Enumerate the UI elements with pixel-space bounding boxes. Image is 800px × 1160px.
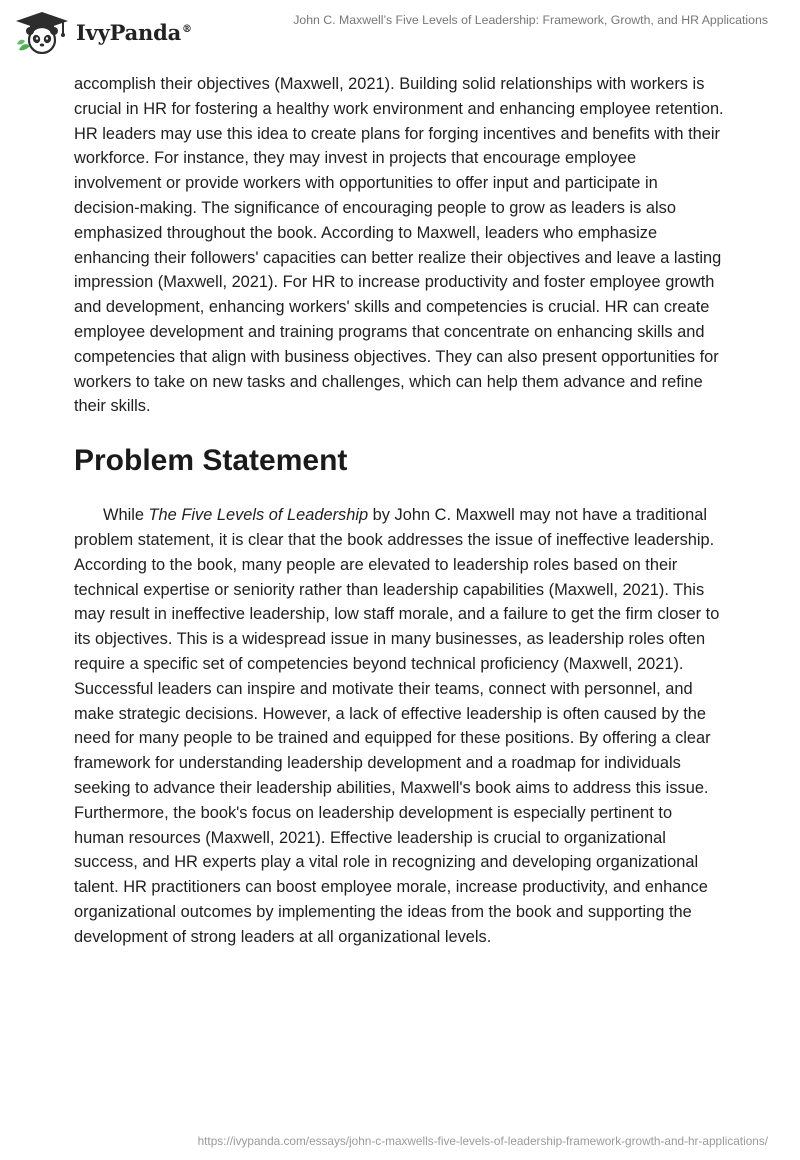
registered-mark: ® [182,23,192,35]
page-header [0,0,800,62]
logo-wordmark: IvyPanda® [76,19,192,45]
essay-content [74,72,726,950]
section-heading: Problem Statement [74,444,348,478]
paragraph-rest: by John C. Maxwell may not have a traditional problem statement, it is clear that the book addresses the issue of ineffective leadership. According to the book, many people are elevated to leadership roles based on their technical expertise or seniority rather than leadership capabilities (Maxwell, 2021). This may result in ineffective leadership, low staff morale, and a failure to get the firm closer to its objectives. This is a widespread issue in many businesses, as leadership roles often require a specific set of competencies beyond technical proficiency (Maxwell, 2021). Successful leaders can inspire and motivate their teams, connect with personnel, and make strategic decisions. However, a lack of effective leadership is often caused by the need for many people to be trained and equipped for these positions. By offering a clear framework for understanding leadership development and a roadmap for individuals seeking to advance their leadership abilities, Maxwell's book aims to address this issue. Furthermore, the book's focus on leadership development is especially pertinent to human resources (Maxwell, 2021). Effective leadership is crucial to organizational success, and HR experts play a vital role in recognizing and developing organizational talent. HR practitioners can boost employee morale, increase productivity, and enhance organizational outcomes by implementing the ideas from the book and supporting the development of strong leaders at all organizational levels. [74,506,720,946]
paragraph-lead: While [103,506,149,525]
book-title: The Five Levels of Leadership [148,506,369,525]
body-paragraph-1: accomplish their objectives (Maxwell, 2021). Building solid relationships with workers is crucial in HR for fostering a healthy work environment and enhancing employee retention. HR leaders may use this idea to create plans for forging incentives and benefits with their workforce. For instance, they may invest in projects that encourage employee involvement or provide workers with opportunities to offer input and participate in decision-making. The significance of encouraging people to grow as leaders is also emphasized throughout the book. According to Maxwell, leaders who emphasize enhancing their followers' capacities can better realize their objectives and leave a lasting impression (Maxwell, 2021). For HR to increase productivity and foster employee growth and development, enhancing workers' skills and competencies is crucial. HR can create employee development and training programs that concentrate on enhancing skills and competencies that align with business objectives. They can also present opportunities for workers to take on new tasks and challenges, which can help them advance and refine their skills. [74,75,724,416]
source-url[interactable]: https://ivypanda.com/essays/john-c-maxwells-five-levels-of-leadership-framework-growth-and-hr-applications/ [197,1134,768,1148]
document-title: John C. Maxwell’s Five Levels of Leadership: Framework, Growth, and HR Applications [293,13,768,27]
ivypanda-logo[interactable] [14,10,192,54]
body-paragraph-2 [74,503,726,949]
panda-graduate-icon [14,10,70,54]
